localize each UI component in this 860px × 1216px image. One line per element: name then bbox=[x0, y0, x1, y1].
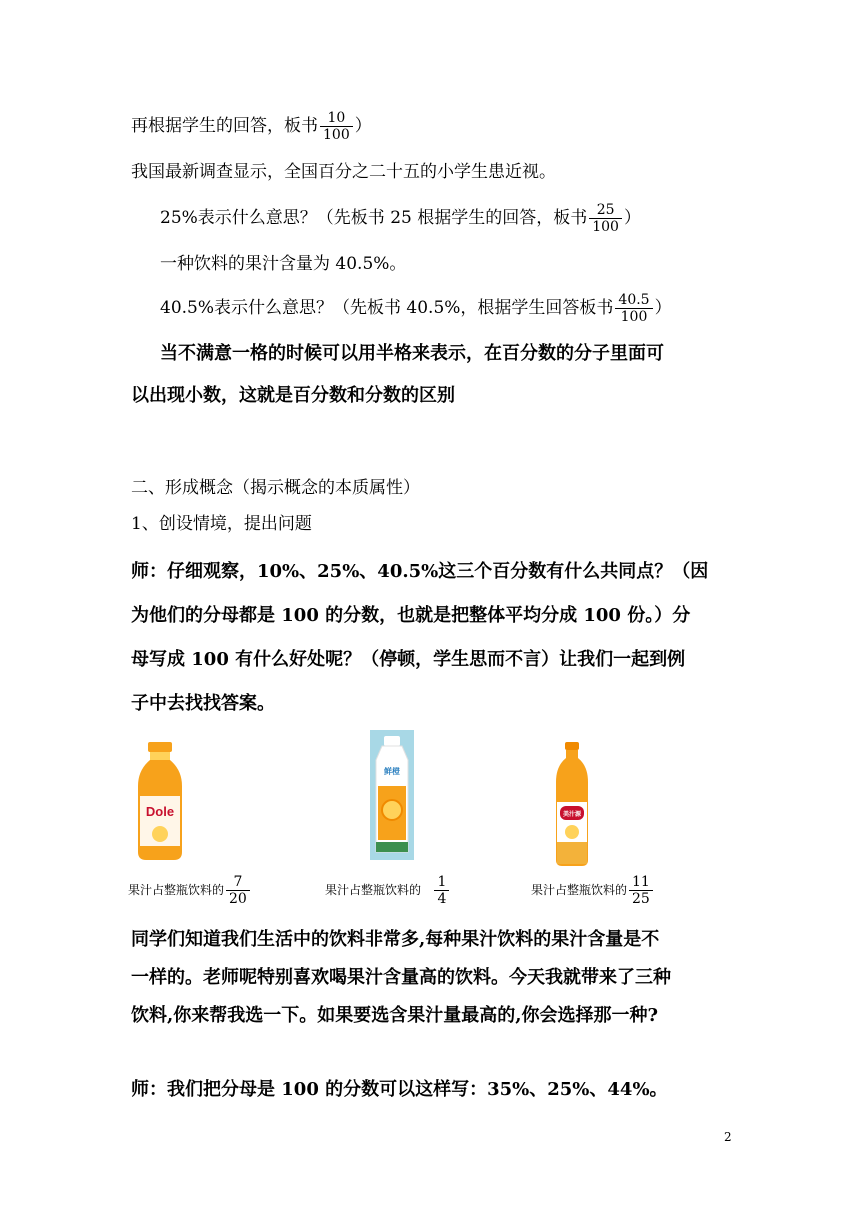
fraction-numerator: 10 bbox=[327, 110, 346, 126]
fraction-40-5-100 bbox=[615, 292, 652, 325]
text-line-5 bbox=[160, 292, 672, 325]
text-line-11: 为他们的分母都是 100 的分数，也就是把整体平均分成 100 份。）分 bbox=[131, 605, 691, 626]
text-line-3 bbox=[160, 202, 641, 235]
text-line-1 bbox=[131, 110, 372, 143]
bottle-1-brand: Dole bbox=[145, 804, 175, 819]
line-5-text: 40.5%表示什么意思？（先板书 40.5%，根据学生回答板书 bbox=[160, 298, 614, 318]
text-line-13: 子中去找找答案。 bbox=[131, 693, 275, 714]
fraction-10-100 bbox=[320, 110, 353, 143]
line-1-text: 再根据学生的回答，板书 bbox=[131, 116, 318, 136]
text-line-12: 母写成 100 有什么好处呢？（停顿，学生思而不言）让我们一起到例 bbox=[131, 649, 686, 670]
bottle-3-brand: 美汁源 bbox=[562, 812, 582, 818]
fraction-numerator: 25 bbox=[596, 202, 615, 218]
text-line-14: 同学们知道我们生活中的饮料非常多,每种果汁饮料的果汁含量是不 bbox=[131, 929, 660, 950]
fraction-denominator: 20 bbox=[226, 890, 250, 907]
text-line-2: 我国最新调查显示，全国百分之二十五的小学生患近视。 bbox=[131, 162, 556, 182]
text-line-17: 师：我们把分母是 100 的分数可以这样写：35%、25%、44%。 bbox=[131, 1079, 668, 1100]
orange-juice-bottle-image bbox=[370, 730, 414, 860]
fraction-denominator: 4 bbox=[434, 890, 449, 907]
drink-caption-1 bbox=[128, 874, 252, 907]
text-line-10: 师：仔细观察，10%、25%、40.5%这三个百分数有什么共同点？（因 bbox=[131, 561, 709, 582]
page-number: 2 bbox=[724, 1130, 732, 1144]
minute-maid-bottle-image bbox=[552, 742, 592, 868]
line-1-end: ） bbox=[354, 116, 372, 136]
text-line-15: 一样的。老师呢特别喜欢喝果汁含量高的饮料。今天我就带来了三种 bbox=[131, 967, 671, 988]
caption-text: 果汁占整瓶饮料的 bbox=[128, 883, 225, 897]
line-5-end: ） bbox=[654, 298, 672, 318]
text-line-4: 一种饮料的果汁含量为 40.5%。 bbox=[160, 254, 407, 274]
line-3-end: ） bbox=[623, 208, 641, 228]
fraction-numerator: 1 bbox=[437, 874, 447, 890]
text-line-7: 以出现小数，这就是百分数和分数的区别 bbox=[131, 385, 455, 406]
drink-caption-2 bbox=[325, 874, 451, 907]
dole-bottle-image bbox=[134, 740, 186, 862]
bottle-2-brand: 鲜橙 bbox=[384, 767, 400, 776]
drink-caption-3 bbox=[531, 874, 655, 907]
fraction-7-20 bbox=[226, 874, 250, 907]
fraction-numerator: 7 bbox=[233, 874, 243, 890]
text-line-16: 饮料,你来帮我选一下。如果要选含果汁量最高的,你会选择那一种? bbox=[131, 1005, 659, 1026]
caption-text: 果汁占整瓶饮料的 bbox=[531, 883, 628, 897]
caption-text: 果汁占整瓶饮料的 bbox=[325, 883, 422, 897]
fraction-11-25 bbox=[629, 874, 653, 907]
subsection-heading: 1、创设情境，提出问题 bbox=[131, 514, 312, 534]
fraction-denominator: 100 bbox=[589, 218, 622, 235]
line-3-text: 25%表示什么意思？（先板书 25 根据学生的回答，板书 bbox=[160, 208, 588, 228]
fraction-25-100 bbox=[589, 202, 622, 235]
text-line-6: 当不满意一格的时候可以用半格来表示，在百分数的分子里面可 bbox=[160, 343, 664, 364]
fraction-denominator: 100 bbox=[615, 308, 652, 325]
section-heading: 二、形成概念（揭示概念的本质属性） bbox=[131, 478, 420, 498]
fraction-1-4 bbox=[434, 874, 449, 907]
fraction-numerator: 11 bbox=[632, 874, 650, 890]
fraction-denominator: 100 bbox=[320, 126, 353, 143]
fraction-numerator: 40.5 bbox=[618, 292, 650, 308]
fraction-denominator: 25 bbox=[629, 890, 653, 907]
